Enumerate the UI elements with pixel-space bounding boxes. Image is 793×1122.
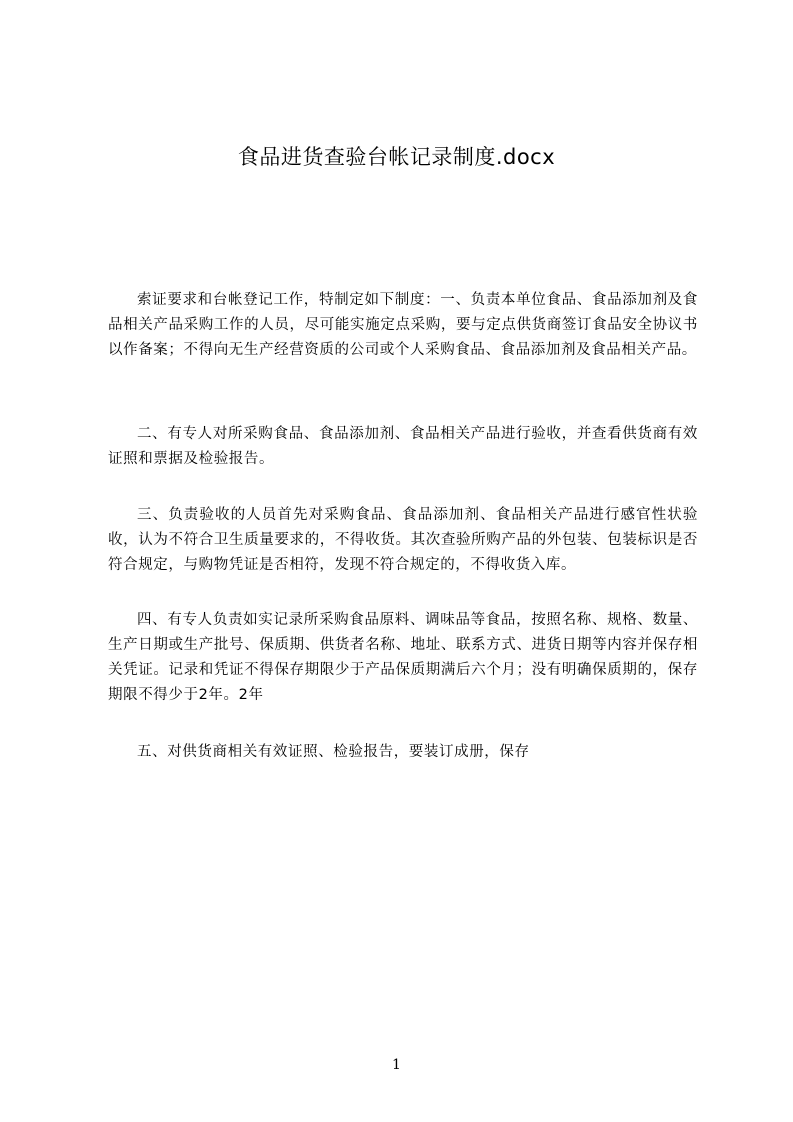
paragraph-5 (108, 740, 698, 765)
paragraph-text: 四、有专人负责如实记录所采购食品原料、调味品等食品，按照名称、规格、数量、生产日期或生产批号、保质期、供货者名称、地址、联系方式、进货日期等内容并保存相关凭证。记录和凭证不得保存期限少于产品保质期满后六个月；没有明确保质期的，保存期限不得少于2年。2年 (108, 612, 698, 703)
paragraph-text: 二、有专人对所采购食品、食品添加剂、食品相关产品进行验收，并查看供货商有效证照和票据及检验报告。 (108, 426, 698, 467)
paragraph-4 (108, 608, 698, 708)
paragraph-1 (108, 288, 698, 363)
paragraph-3 (108, 503, 698, 578)
paragraph-2 (108, 422, 698, 472)
paragraph-text: 五、对供货商相关有效证照、检验报告，要装订成册，保存 (137, 744, 530, 760)
document-title: 食品进货查验台帐记录制度.docx (237, 145, 556, 169)
paragraph-text: 三、负责验收的人员首先对采购食品、食品添加剂、食品相关产品进行感官性状验收，认为不符合卫生质量要求的，不得收货。其次查验所购产品的外包装、包装标识是否符合规定，与购物凭证是否相符，发现不符合规定的，不得收货入库。 (108, 507, 698, 573)
page-number: 1 (392, 1057, 401, 1073)
paragraph-text: 索证要求和台帐登记工作，特制定如下制度：一、负责本单位食品、食品添加剂及食品相关产品采购工作的人员，尽可能实施定点采购，要与定点供货商签订食品安全协议书以作备案；不得向无生产经营资质的公司或个人采购食品、食品添加剂及食品相关产品。 (108, 292, 698, 358)
